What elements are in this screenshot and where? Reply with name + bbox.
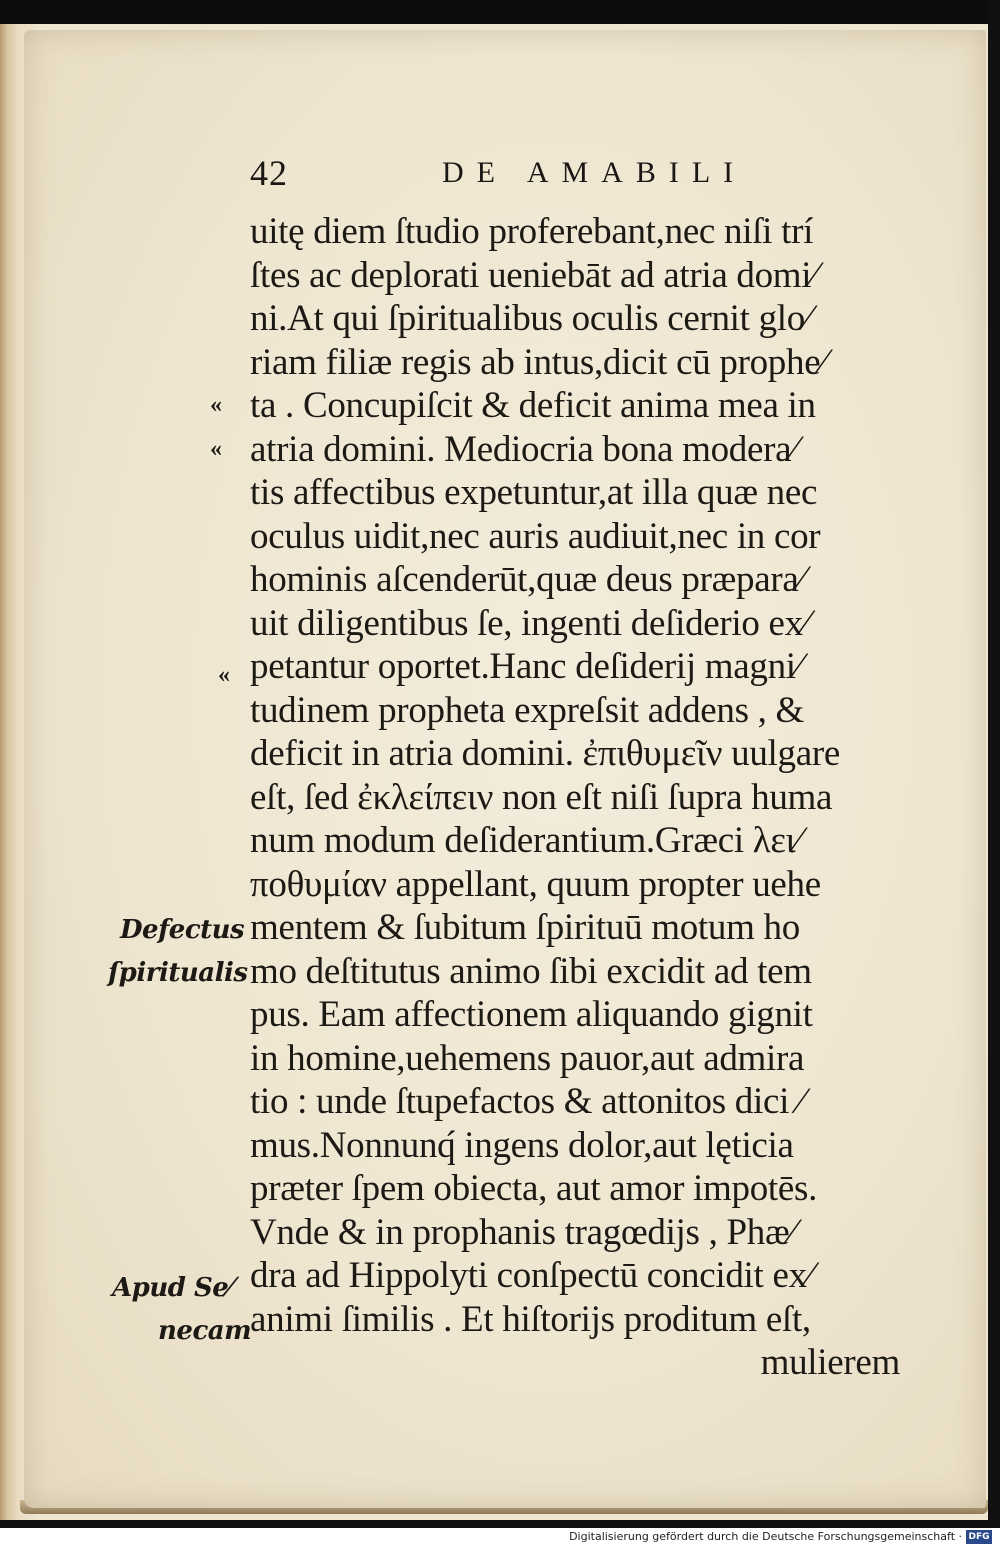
text-line: mus.Nonnunq́ ingens dolor,aut lęticia <box>250 1124 794 1166</box>
text-line: uit diligentibus ſe, ingenti deſiderio ex⁄ <box>250 602 809 644</box>
text-line: dra ad Hippolyti conſpectū concidit ex⁄ <box>250 1255 813 1296</box>
text-line: animi ſimilis . Et hiſtorijs proditum eſt, <box>250 1298 811 1340</box>
catchword: mulierem <box>760 1342 900 1383</box>
scan-bottom-border <box>0 1520 1000 1528</box>
text-line: præter ſpem obiecta, aut amor impotēs. <box>250 1168 818 1209</box>
dfg-logo-icon: DFG <box>966 1530 992 1544</box>
text-line: eſt, ſed ἐκλείπειν non eſt niſi ſupra huma <box>250 776 833 818</box>
scan-top-border <box>0 0 1000 24</box>
text-line: atria domini. Mediocria bona modera⁄ <box>250 428 798 470</box>
text-line: in homine,uehemens pauor,aut admira <box>250 1037 805 1079</box>
page-number: 42 <box>250 153 288 193</box>
text-line: ta . Concupiſcit & deficit anima mea in <box>250 385 816 426</box>
text-line: petantur oportet.Hanc deſiderij magni⁄ <box>250 646 802 687</box>
text-line: deficit in atria domini. ἐπιθυμεῖν uulgare <box>250 733 840 774</box>
text-line: mo deſtitutus animo ſibi excidit ad tem <box>250 950 812 992</box>
text-line: tio : unde ſtupefactos & attonitos dici ⁄ <box>250 1081 804 1122</box>
text-line: ſtes ac deplorati ueniebāt ad atria domi⁄ <box>250 254 818 296</box>
margin-quote-mark: « <box>210 392 222 418</box>
text-line: mentem & ſubitum ſpirituū motum ho <box>250 907 800 948</box>
margin-note-necam: necam <box>158 1316 252 1346</box>
text-line: tis affectibus expetuntur,at illa quæ nec <box>250 472 818 513</box>
margin-note-defectus: Defectus <box>120 915 245 945</box>
text-line: hominis aſcenderūt,quæ deus præpara⁄ <box>250 559 805 600</box>
text-line: ni.At qui ſpiritualibus oculis cernit glo⁄ <box>250 298 811 339</box>
text-line: pus. Eam affectionem aliquando gignit <box>250 994 813 1035</box>
text-line: riam filiæ regis ab intus,dicit cū prophe⁄ <box>250 341 827 383</box>
running-head: DE AMABILI <box>442 156 747 189</box>
margin-quote-mark: « <box>218 662 230 688</box>
margin-note-apud-se: Apud Se⁄ <box>112 1273 233 1303</box>
text-line: tudinem propheta expreſsit addens , & <box>250 689 805 731</box>
text-line: ποθυμίαν appellant, quum propter uehe <box>250 863 821 905</box>
scan-right-border <box>988 0 1000 1528</box>
text-line: num modum deſiderantium.Græci λει⁄ <box>250 820 802 861</box>
text-line: uitę diem ſtudio proferebant,nec niſi trí <box>250 211 814 252</box>
body-text <box>250 210 900 1385</box>
text-line: Vnde & in prophanis tragœdijs , Phæ⁄ <box>250 1211 796 1253</box>
margin-note-spiritualis: ſpiritualis <box>108 958 248 988</box>
text-line: oculus uidit,nec auris audiuit,nec in cor <box>250 515 821 557</box>
margin-quote-mark: « <box>210 436 222 462</box>
digitization-credit: Digitalisierung gefördert durch die Deutsche Forschungsgemeinschaft · <box>569 1530 962 1543</box>
